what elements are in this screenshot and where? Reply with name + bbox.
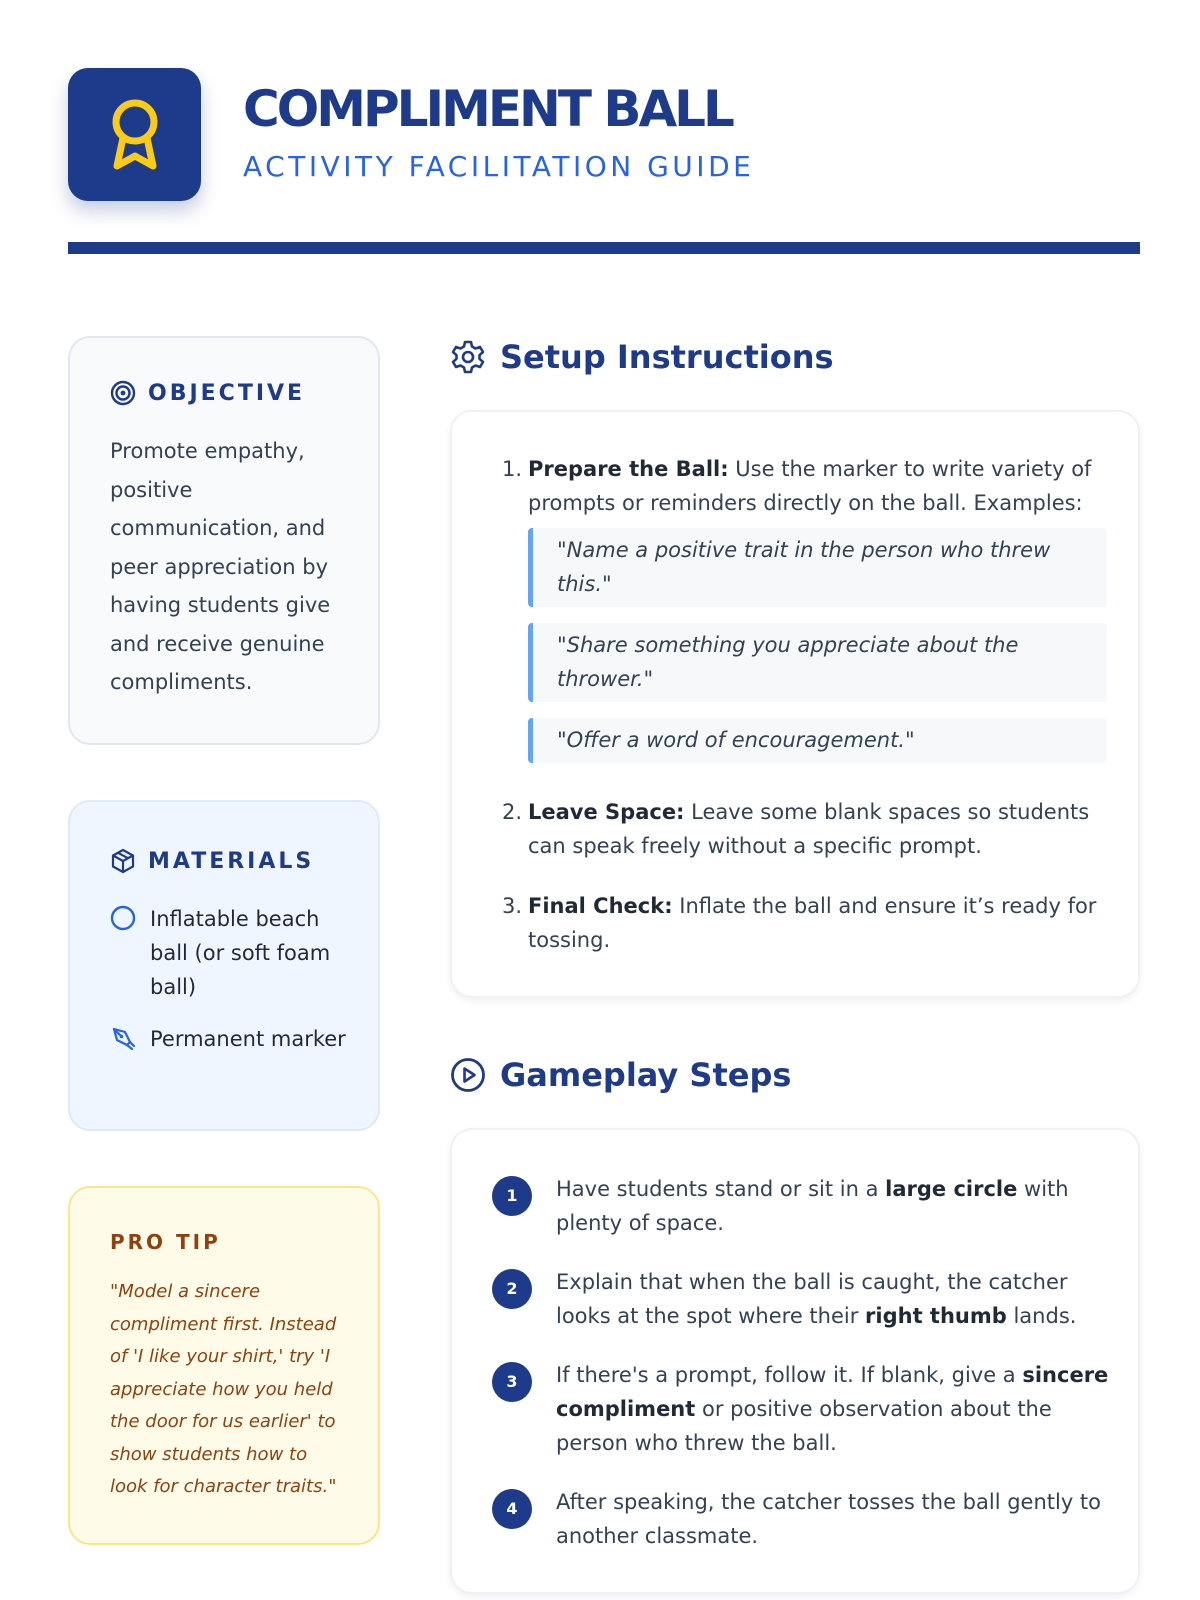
page-title: COMPLIMENT BALL (243, 80, 732, 138)
step-heading: Leave Space: (528, 800, 685, 824)
pro-tip-card (68, 1186, 380, 1545)
pro-tip-heading (110, 1230, 221, 1254)
example-quote: "Share something you appreciate about the thrower." (528, 623, 1107, 702)
list-item: 2. Leave Space: Leave some blank spaces so students can speak freely without a specific prompt. (502, 800, 1090, 858)
page-subtitle: ACTIVITY FACILITATION GUIDE (243, 150, 755, 183)
target-icon (110, 380, 136, 406)
gameplay-panel (450, 1128, 1140, 1594)
list-item: 3 If there's a prompt, follow it. If blank, give a sincere compliment or positive observation about the person who threw the ball. (492, 1358, 1112, 1460)
example-quote: "Offer a word of encouragement." (528, 718, 1107, 763)
materials-list (110, 902, 360, 1079)
objective-text: Promote empathy, positive communication, and peer appreciation by having students give and receive genuine compliments. (110, 439, 331, 694)
step-heading: Prepare the Ball: (528, 457, 729, 481)
materials-card (68, 800, 380, 1131)
gameplay-title: Gameplay Steps (500, 1056, 792, 1094)
list-item: 1. Prepare the Ball: Use the marker to write variety of prompts or reminders directly on the ball. Examples: "Name a positive trait in the person who threw this." "Share something you appreciate about the thrower." "Offer a word of encouragement." (502, 452, 1107, 769)
header-divider (68, 242, 1140, 254)
material-text: Inflatable beach ball (or soft foam ball) (150, 907, 331, 999)
list-item: 1 Have students stand or sit in a large circle with plenty of space. (492, 1172, 1112, 1240)
setup-heading (450, 338, 834, 376)
list-item: 4 After speaking, the catcher tosses the ball gently to another classmate. (492, 1485, 1112, 1553)
list-item (110, 902, 360, 1004)
gameplay-heading (450, 1056, 791, 1094)
materials-heading (110, 848, 314, 874)
material-text: Permanent marker (150, 1027, 346, 1051)
objective-card (68, 336, 380, 745)
setup-steps (502, 452, 1107, 983)
pen-tool-icon (110, 1025, 136, 1051)
pro-tip-text: "Model a sincere compliment first. Instead of 'I like your shirt,' try 'I appreciate how you held the door for us earlier' to show students how to look for character traits." (110, 1281, 337, 1497)
gameplay-steps (492, 1172, 1112, 1578)
play-circle-icon (450, 1057, 486, 1093)
pro-tip-label: PRO TIP (110, 1230, 221, 1254)
gear-icon (450, 339, 486, 375)
list-item: 3. Final Check: Inflate the ball and ensure it’s ready for tossing. (502, 894, 1097, 952)
materials-label: MATERIALS (148, 848, 315, 874)
circle-icon (110, 905, 136, 931)
box-icon (110, 848, 136, 874)
example-quote: "Name a positive trait in the person who threw this." (528, 528, 1107, 607)
list-item: 2 Explain that when the ball is caught, the catcher looks at the spot where their right thumb lands. (492, 1265, 1112, 1333)
objective-heading (110, 380, 305, 406)
setup-title: Setup Instructions (500, 338, 834, 376)
logo-badge (68, 68, 201, 201)
step-number-badge: 2 (492, 1269, 532, 1309)
step-heading: Final Check: (528, 894, 673, 918)
step-number-badge: 4 (492, 1489, 532, 1529)
award-ribbon-icon (110, 98, 160, 172)
list-item (110, 1022, 360, 1061)
step-number-badge: 3 (492, 1362, 532, 1402)
setup-panel (450, 410, 1140, 998)
page-header (68, 68, 1140, 200)
step-number-badge: 1 (492, 1176, 532, 1216)
objective-label: OBJECTIVE (148, 380, 306, 406)
